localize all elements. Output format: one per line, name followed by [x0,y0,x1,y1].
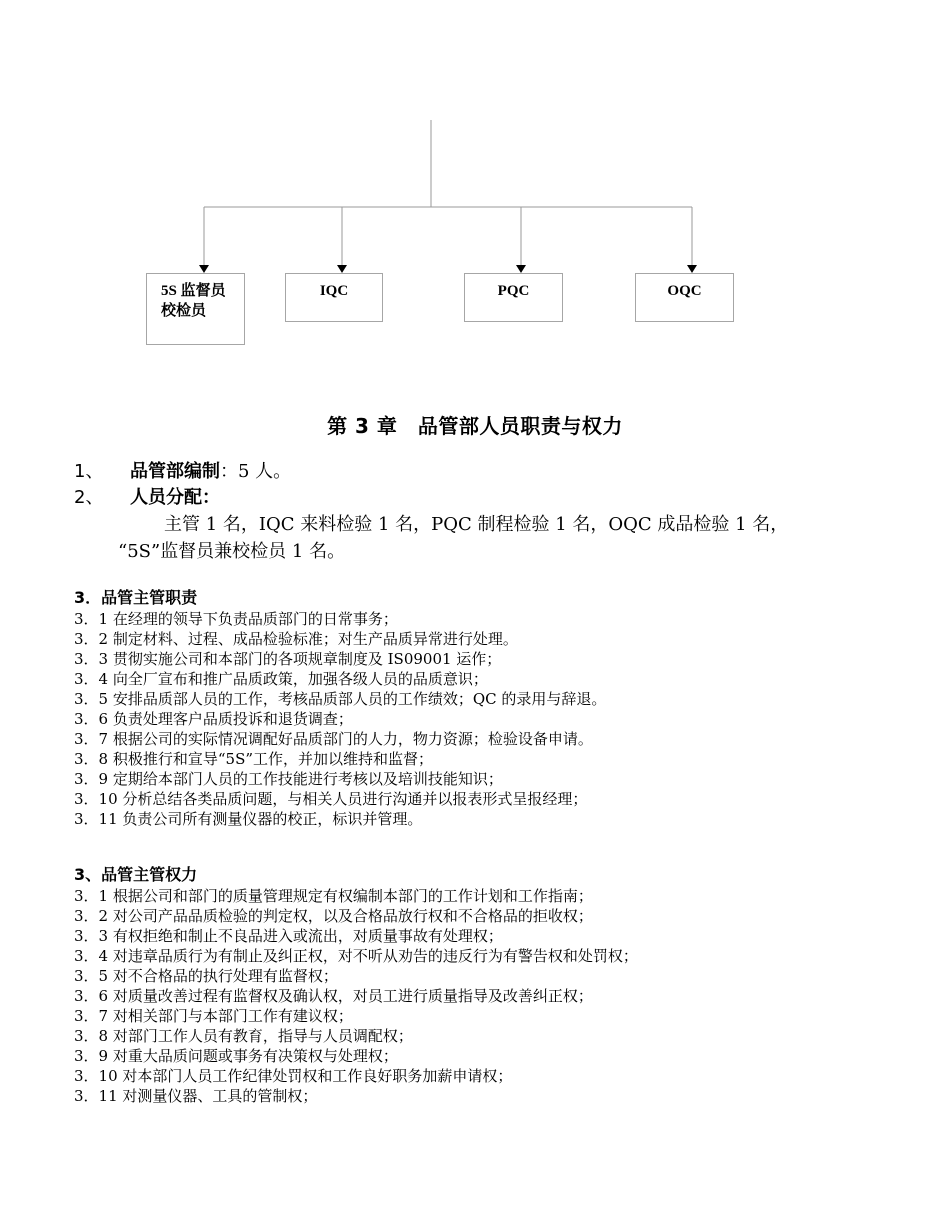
item-number: 1、 [74,461,104,482]
org-box-iqc [285,273,383,322]
staffing-item-2 [74,485,930,511]
list-item: 3．11 对测量仪器、工具的管制权； [74,1087,318,1105]
list-item: 3．1 根据公司和部门的质量管理规定有权编制本部门的工作计划和工作指南； [74,887,593,905]
org-box-oqc [635,273,734,322]
list-item: 3．6 负责处理客户品质投诉和退货调查； [74,710,353,728]
list-item: 3．1 在经理的领导下负责品质部门的日常事务； [74,610,398,628]
list-item: 3．4 向全厂宣布和推广品质政策，加强各级人员的品质意识； [74,670,488,688]
duties-list [74,609,930,829]
section-title: 品管主管职责 [101,588,198,607]
staffing-paragraph-line-1: 主管 1 名，IQC 来料检验 1 名，PQC 制程检验 1 名，OQC 成品检验 1 名， [164,514,789,535]
list-item: 3．8 积极推行和宣导“5S”工作，并加以维持和监督； [74,750,434,768]
item-label: 品管部编制 [130,461,220,482]
list-item: 3．7 根据公司的实际情况调配好品质部门的人力，物力资源；检验设备申请。 [74,730,593,748]
list-item: 3．8 对部门工作人员有教育，指导与人员调配权； [74,1027,413,1045]
item-label: 人员分配： [130,487,220,508]
org-box-line: IQC [319,283,349,299]
arrow-down-icon [337,265,347,273]
powers-list [74,886,930,1106]
list-item: 3．5 对不合格品的执行处理有监督权； [74,967,338,985]
list-item: 3．3 贯彻实施公司和本部门的各项规章制度及 IS09001 运作； [74,650,502,668]
org-box-5s-inspector [146,273,245,345]
item-number: 2、 [74,487,104,508]
item-value: ：5 人。 [220,461,292,482]
org-box-line: OQC [667,283,702,299]
list-item: 3．4 对违章品质行为有制止及纠正权，对不听从劝告的违反行为有警告权和处罚权； [74,947,638,965]
org-box-line: 校检员 [161,303,207,319]
section-number: 3． [74,588,102,607]
staffing-paragraph-line-2: “5S”监督员兼校检员 1 名。 [118,541,346,562]
powers-section [74,864,930,1106]
staffing-item-1 [74,459,930,485]
arrow-down-icon [687,265,697,273]
list-item: 3．10 分析总结各类品质问题，与相关人员进行沟通并以报表形式呈报经理； [74,790,588,808]
list-item: 3．9 对重大品质问题或事务有决策权与处理权； [74,1047,398,1065]
section-heading [74,587,930,609]
org-box-pqc [464,273,563,322]
section-title: 3、品管主管权力 [74,865,198,884]
org-box-line: PQC [497,283,530,299]
org-box-line: 5S 监督员 [161,283,226,299]
list-item: 3．5 安排品质部人员的工作，考核品质部人员的工作绩效；QC 的录用与辞退。 [74,690,607,708]
list-item: 3．10 对本部门人员工作纪律处罚权和工作良好职务加薪申请权； [74,1067,513,1085]
list-item: 3．7 对相关部门与本部门工作有建议权； [74,1007,353,1025]
arrow-down-icon [199,265,209,273]
arrow-down-icon [516,265,526,273]
list-item: 3．2 对公司产品品质检验的判定权，以及合格品放行权和不合格品的拒收权； [74,907,593,925]
list-item: 3．3 有权拒绝和制止不良品进入或流出，对质量事故有处理权； [74,927,503,945]
list-item: 3．6 对质量改善过程有监督权及确认权，对员工进行质量指导及改善纠正权； [74,987,593,1005]
list-item: 3．9 定期给本部门人员的工作技能进行考核以及培训技能知识； [74,770,503,788]
chapter-title: 第 3 章 品管部人员职责与权力 [327,414,623,438]
list-item: 3．2 制定材料、过程、成品检验标准；对生产品质异常进行处理。 [74,630,518,648]
list-item: 3．11 负责公司所有测量仪器的校正，标识并管理。 [74,810,423,828]
duties-section [74,587,930,829]
staffing-section [74,459,930,565]
